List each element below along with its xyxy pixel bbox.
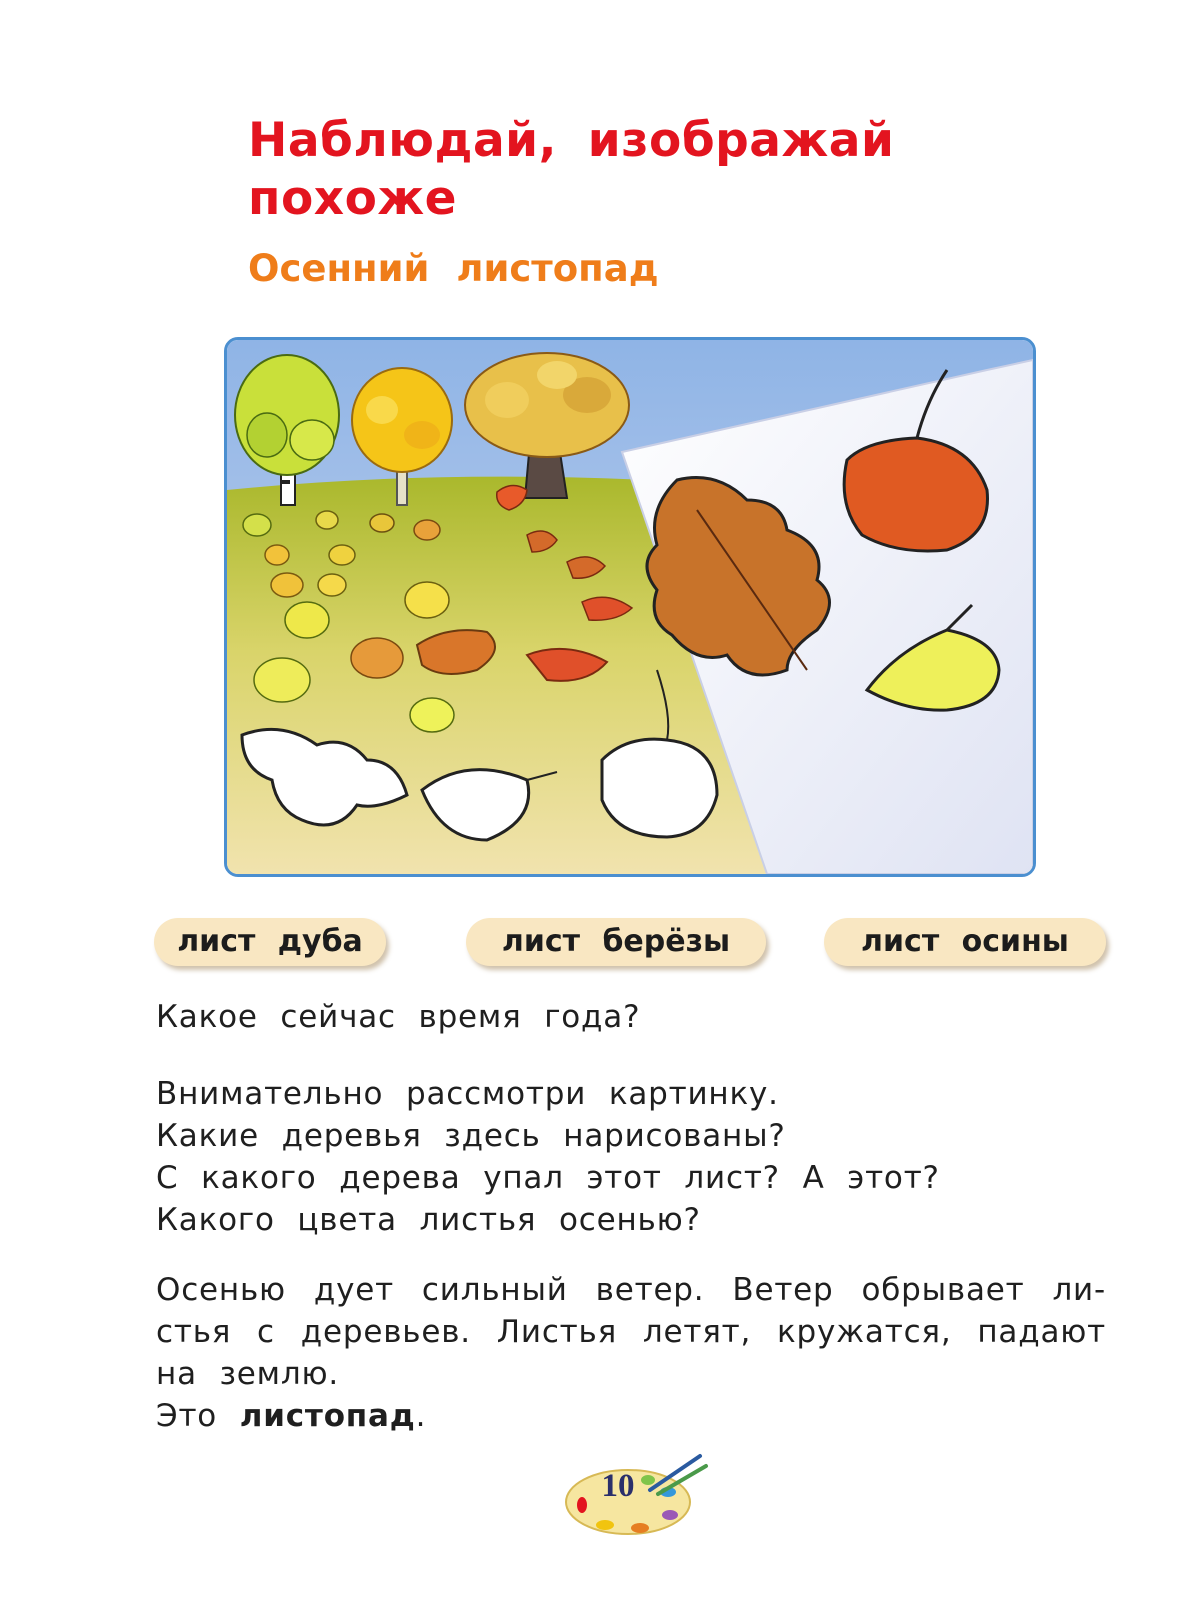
question-line: С какого дерева упал этот лист? А этот? <box>156 1160 940 1196</box>
subtitle: Осенний листопад <box>248 247 659 290</box>
page-number: 10 <box>601 1468 635 1504</box>
question-line: Какого цвета листья осенью? <box>156 1202 701 1238</box>
paragraph-wind <box>156 1269 1106 1437</box>
label-aspen-leaf: лист осины <box>824 918 1106 966</box>
keyword-leaf-fall: листопад <box>239 1398 416 1434</box>
page-title <box>248 112 1008 228</box>
question-season: Какое сейчас время года? <box>156 999 641 1035</box>
text-line: Осенью дует сильный ветер. Ветер обрывает ли- <box>156 1272 1106 1308</box>
questions-picture <box>156 1073 1106 1241</box>
label-birch-leaf: лист берёзы <box>466 918 766 966</box>
question-line: Внимательно рассмотри картинку. <box>156 1076 779 1112</box>
label-oak-leaf: лист дуба <box>154 918 386 966</box>
text-line: стья с деревьев. Листья летят, кружатся, падают <box>156 1314 1106 1350</box>
conclusion-line: Это листопад. <box>156 1398 427 1434</box>
title-line-2: похоже <box>248 171 458 226</box>
text-line: на землю. <box>156 1356 340 1392</box>
question-line: Какие деревья здесь нарисованы? <box>156 1118 786 1154</box>
autumn-leaves-illustration <box>224 337 1036 877</box>
title-line-1: Наблюдай, изображай <box>248 113 895 168</box>
